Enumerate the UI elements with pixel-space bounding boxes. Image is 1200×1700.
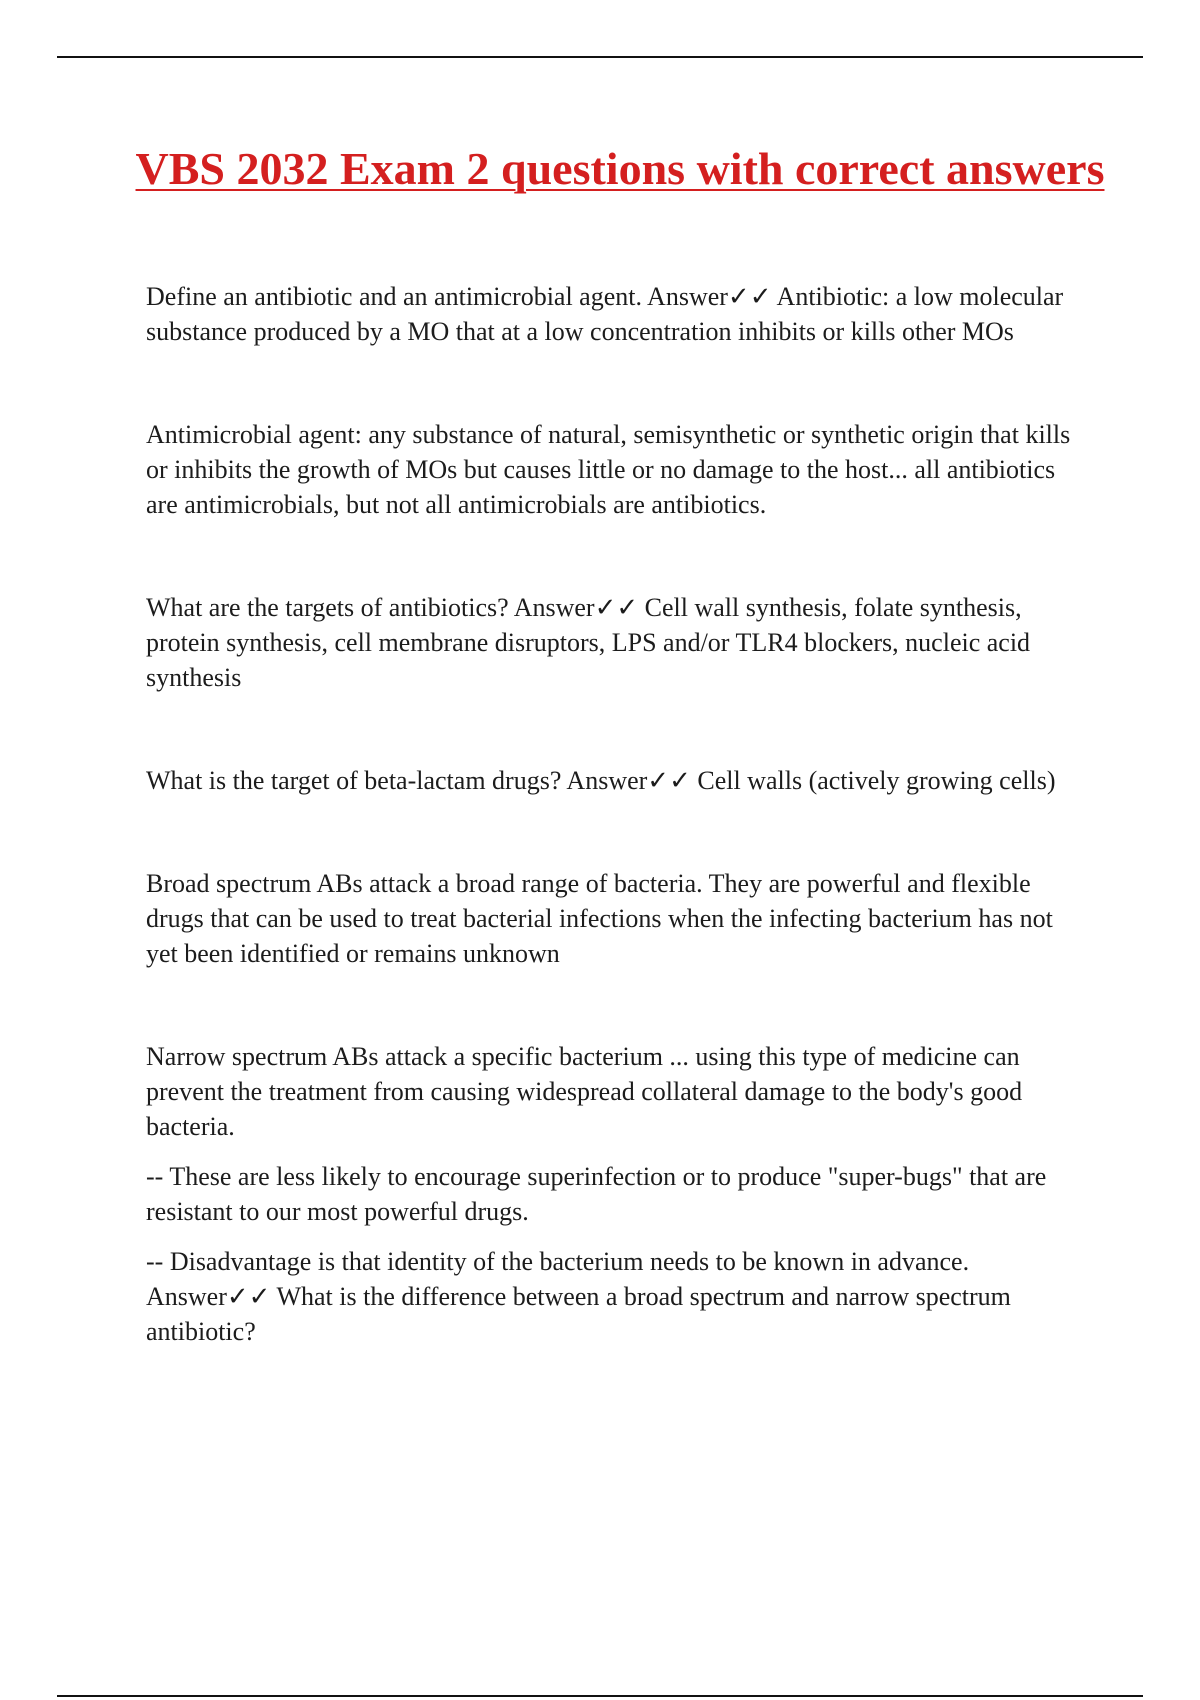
page-top-rule — [57, 56, 1143, 58]
document-body — [146, 279, 1086, 1349]
qa-antibiotic-targets: What are the targets of antibiotics? Answer✓✓ Cell wall synthesis, folate synthesis, protein synthesis, cell membrane disruptors, LPS and/or TLR4 blockers, nucleic acid synthesis — [146, 593, 1031, 692]
qa-narrow-spectrum: Narrow spectrum ABs attack a specific bacterium ... using this type of medicine can prevent the treatment from causing widespread collateral damage to the body's good bacteria. — [146, 1042, 1023, 1141]
page-bottom-rule — [57, 1695, 1143, 1697]
qa-narrow-spectrum-advantage: -- These are less likely to encourage superinfection or to produce "super-bugs" that are resistant to our most powerful drugs. — [146, 1162, 1047, 1226]
document-title: VBS 2032 Exam 2 questions with correct answers — [135, 143, 1105, 194]
qa-broad-spectrum: Broad spectrum ABs attack a broad range of bacteria. They are powerful and flexible drugs that can be used to treat bacterial infections when the infecting bacterium has not yet been identified or remains unknown — [146, 869, 1053, 968]
qa-beta-lactam-target: What is the target of beta-lactam drugs? Answer✓✓ Cell walls (actively growing cells) — [146, 766, 1056, 795]
qa-antimicrobial-definition: Antimicrobial agent: any substance of natural, semisynthetic or synthetic origin that kills or inhibits the growth of MOs but causes little or no damage to the host... all antibiotics are antimicrobials, but not all antimicrobials are antibiotics. — [146, 420, 1071, 519]
qa-narrow-spectrum-disadvantage: -- Disadvantage is that identity of the bacterium needs to be known in advance. Answer✓✓ What is the difference between a broad spectrum and narrow spectrum antibiotic? — [146, 1247, 1011, 1346]
qa-antibiotic-definition: Define an antibiotic and an antimicrobial agent. Answer✓✓ Antibiotic: a low molecular substance produced by a MO that at a low concentration inhibits or kills other MOs — [146, 282, 1064, 346]
